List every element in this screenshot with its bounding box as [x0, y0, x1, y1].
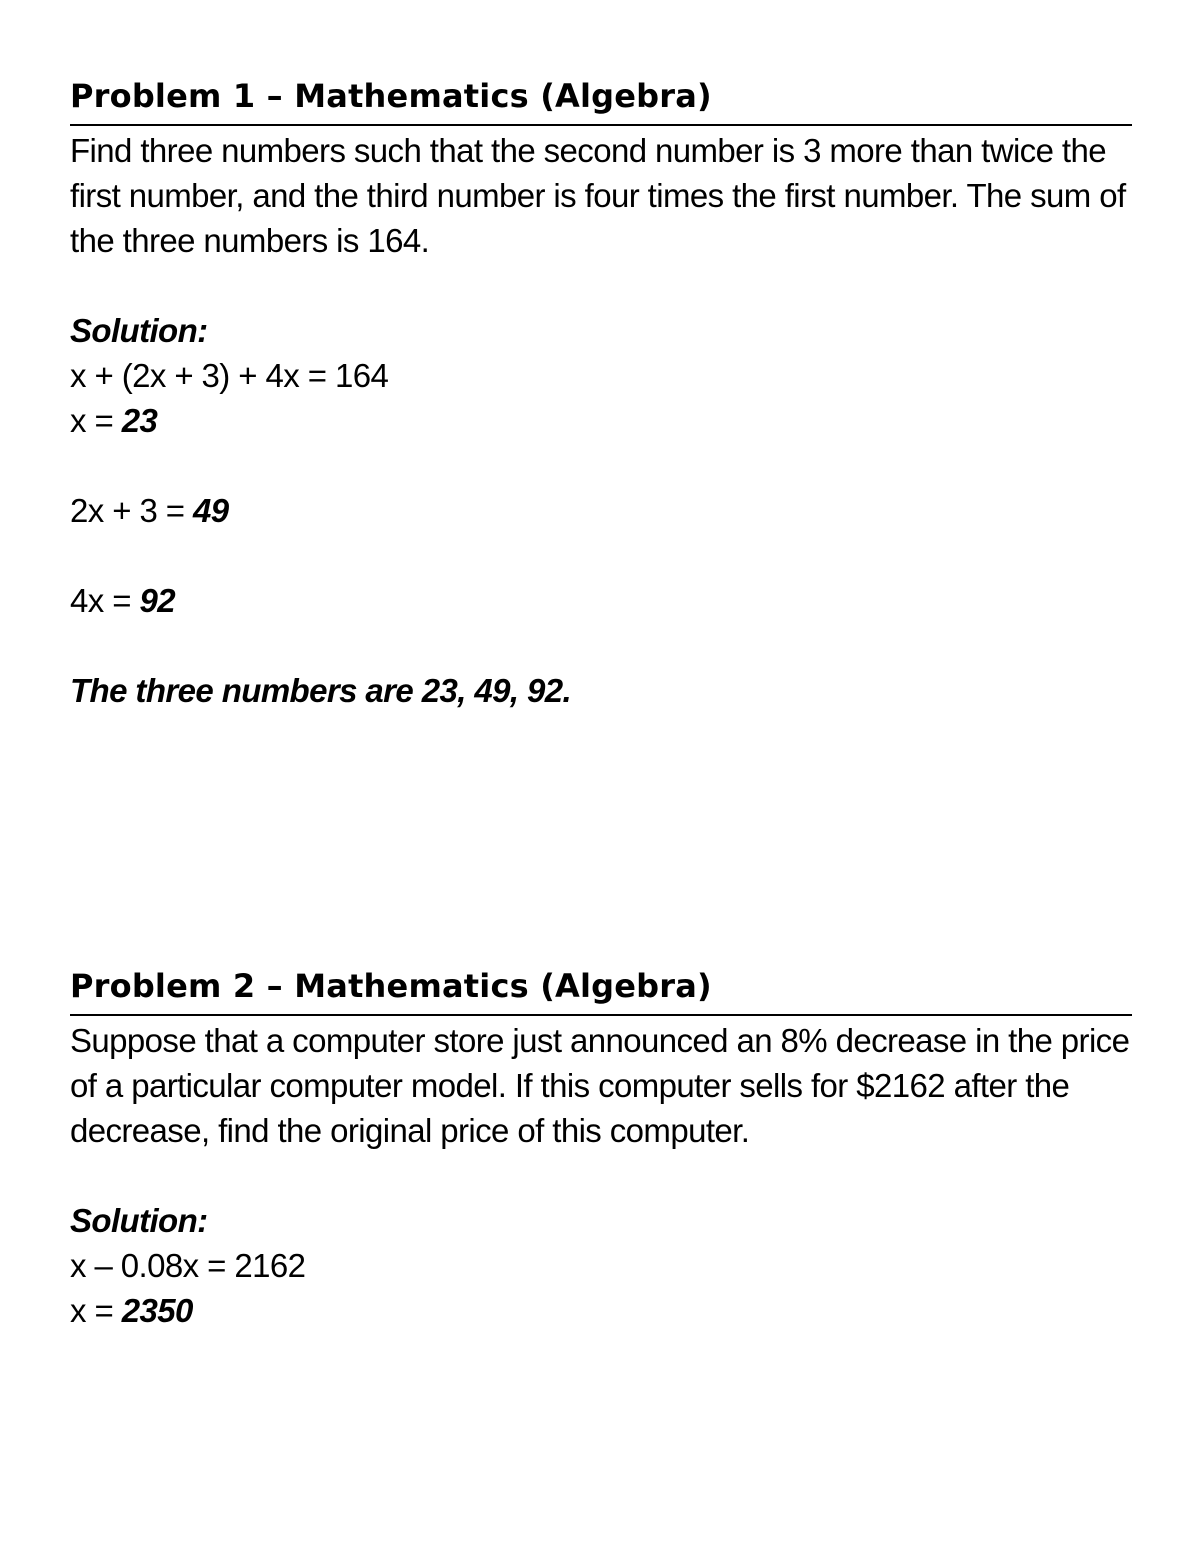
spacer	[70, 1153, 1132, 1198]
spacer	[70, 623, 1132, 668]
problem-2-statement: Suppose that a computer store just announced an 8% decrease in the price of a particular computer model. If this computer sells for $2162 after the decrease, find the original price of this computer.	[70, 1022, 1130, 1149]
problem-2-section	[70, 966, 1132, 1333]
equation-lhs: x =	[70, 1292, 122, 1329]
spacer	[70, 533, 1132, 578]
problem-1-section	[70, 76, 1132, 713]
equation-lhs: 2x + 3 =	[70, 492, 194, 529]
problem-1-title: Problem 1 – Mathematics (Algebra)	[70, 76, 1132, 126]
problem-2-equation-1: x – 0.08x = 2162	[70, 1247, 306, 1284]
equation-lhs: x =	[70, 402, 122, 439]
answer-value: 2350	[121, 1292, 193, 1329]
problem-1-equation-1: x + (2x + 3) + 4x = 164	[70, 357, 389, 394]
problem-1-conclusion: The three numbers are 23, 49, 92.	[70, 672, 572, 709]
answer-value: 23	[121, 402, 158, 439]
problem-1-statement: Find three numbers such that the second number is 3 more than twice the first number, and the third number is four times the first number. The sum of the three numbers is 164.	[70, 132, 1126, 259]
problem-1-equation-2	[70, 398, 1132, 443]
problem-2-equation-2	[70, 1288, 1132, 1333]
problem-1-solution-label: Solution:	[70, 312, 208, 349]
answer-value: 92	[139, 582, 175, 619]
spacer	[70, 263, 1132, 308]
problem-2-title: Problem 2 – Mathematics (Algebra)	[70, 966, 1132, 1016]
problem-1-equation-3	[70, 488, 1132, 533]
equation-lhs: 4x =	[70, 582, 140, 619]
problem-1-equation-4	[70, 578, 1132, 623]
answer-value: 49	[193, 492, 229, 529]
spacer	[70, 443, 1132, 488]
problem-2-solution-label: Solution:	[70, 1202, 208, 1239]
